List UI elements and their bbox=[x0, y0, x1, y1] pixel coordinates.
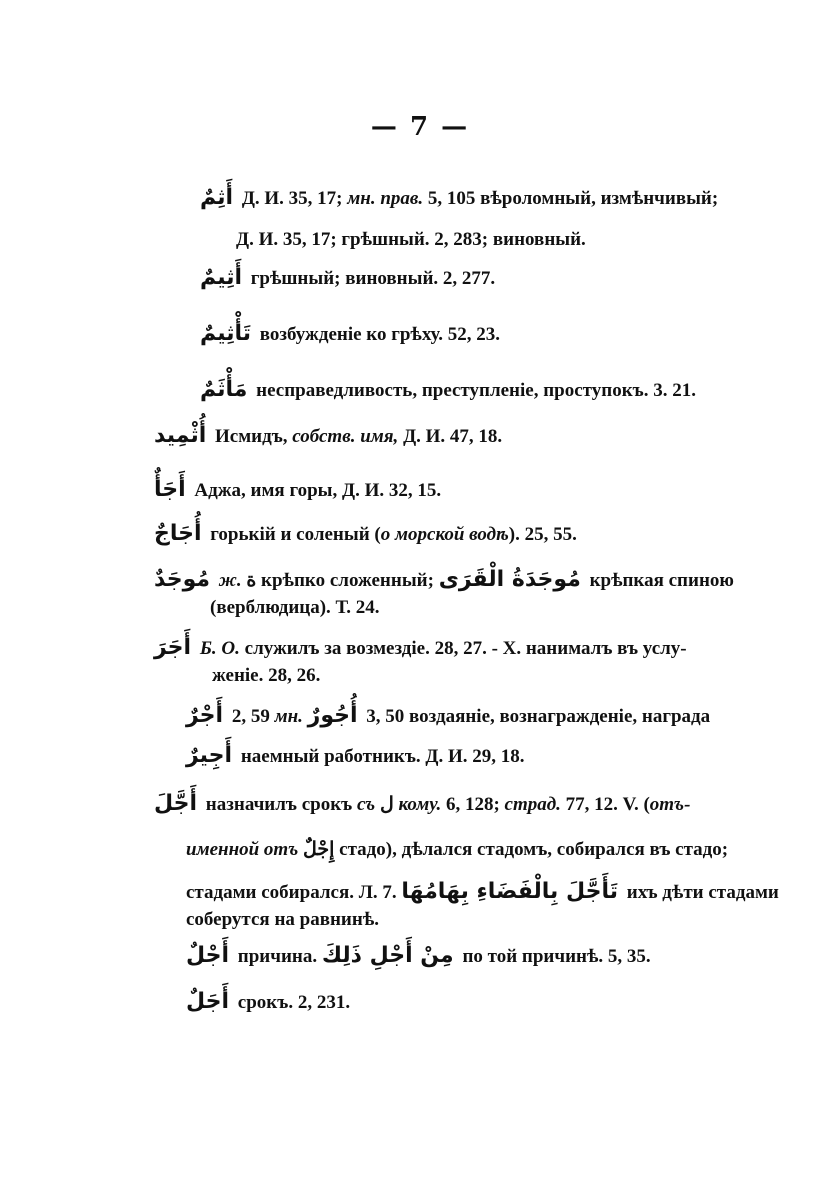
entry-line bbox=[186, 704, 710, 729]
entry-text-italic: мн. bbox=[274, 706, 303, 727]
entry-text: Д. И. 47, 18. bbox=[398, 426, 503, 447]
entry-line bbox=[186, 880, 779, 905]
arabic-phrase: مُوجَدَةُ الْقَرَى bbox=[438, 567, 581, 592]
entry-text-italic: Б. О. bbox=[199, 638, 240, 659]
entry-line bbox=[186, 990, 350, 1015]
entry-line bbox=[154, 522, 577, 547]
entry-text: женіе. 28, 26. bbox=[212, 665, 321, 686]
entry-text: ة крѣпко сложенный; bbox=[246, 570, 434, 591]
arabic-headword: أَجَأٌ bbox=[154, 477, 186, 502]
entry-text: ихъ дѣти стадами bbox=[626, 882, 779, 903]
entry-text: Д. И. 35, 17; bbox=[241, 188, 348, 209]
entry-text: إِجْلٌ bbox=[298, 839, 340, 860]
arabic-headword: أَثِيمٌ bbox=[200, 265, 243, 290]
arabic-headword: أَجْرٌ bbox=[186, 703, 224, 728]
arabic-headword: أَجَلٌ bbox=[186, 989, 230, 1014]
arabic-headword: أُجَاجٌ bbox=[154, 521, 202, 546]
entry-text: 5, 105 вѣроломный, измѣнчивый; bbox=[423, 188, 719, 209]
entry-line bbox=[200, 322, 500, 347]
arabic-headword: مَأْثَمٌ bbox=[200, 377, 248, 402]
entry-text: назначилъ срокъ bbox=[205, 794, 357, 815]
arabic-phrase: أُجُورٌ bbox=[307, 703, 358, 728]
entry-text: 3, 50 воздаяніе, вознагражденіе, награда bbox=[366, 706, 711, 727]
entry-line bbox=[200, 266, 495, 291]
entry-text: наемный работникъ. Д. И. 29, 18. bbox=[240, 746, 525, 767]
arabic-headword: أَثِمٌ bbox=[200, 185, 234, 210]
arabic-headword: مُوجَدٌ bbox=[154, 567, 210, 592]
entry-text: соберутся на равнинѣ. bbox=[186, 909, 379, 930]
entry-line bbox=[200, 186, 718, 211]
entry-line bbox=[154, 568, 734, 593]
entry-text: 77, 12. V. ( bbox=[560, 794, 650, 815]
entry-line bbox=[154, 636, 687, 661]
arabic-headword: أَجْلٌ bbox=[186, 943, 230, 968]
entry-text: причина. bbox=[237, 946, 318, 967]
arabic-headword: تَأْثِيمٌ bbox=[200, 321, 252, 346]
entry-line bbox=[154, 478, 441, 503]
page-number: — 7 — bbox=[370, 112, 470, 142]
arabic-headword: أَجَرَ bbox=[154, 635, 192, 660]
entry-line bbox=[154, 424, 502, 449]
entry-text-italic: отъ- bbox=[649, 794, 691, 815]
entry-text: крѣпкая спиною bbox=[589, 570, 734, 591]
entry-text: ل bbox=[375, 794, 399, 815]
entry-text: (верблюдица). Т. 24. bbox=[210, 597, 380, 618]
entry-text-italic: именной отъ bbox=[186, 839, 299, 860]
entry-line bbox=[236, 228, 586, 252]
entry-line bbox=[154, 792, 690, 817]
entry-text: служилъ за возмездіе. 28, 27. - X. нанималъ въ услу- bbox=[239, 638, 687, 659]
entry-text: по той причинѣ. 5, 35. bbox=[462, 946, 651, 967]
entry-text: грѣшный; виновный. 2, 277. bbox=[250, 268, 496, 289]
entry-line bbox=[186, 838, 728, 862]
arabic-headword: أَجِيرٌ bbox=[186, 743, 233, 768]
entry-line bbox=[186, 744, 525, 769]
entry-text-italic: ж. bbox=[218, 570, 247, 591]
entry-text: стадами собирался. Л. 7. bbox=[186, 882, 397, 903]
entry-text: горькій и соленый ( bbox=[210, 524, 381, 545]
entry-text-italic: съ bbox=[357, 794, 376, 815]
entry-text-italic: собств. имя, bbox=[292, 426, 399, 447]
entry-line bbox=[200, 378, 696, 403]
entry-text: 6, 128; bbox=[441, 794, 505, 815]
entry-line bbox=[186, 908, 379, 932]
entry-line bbox=[186, 944, 651, 969]
entry-text-italic: мн. прав. bbox=[347, 188, 424, 209]
entry-text: 2, 59 bbox=[231, 706, 275, 727]
entry-text-italic: страд. bbox=[504, 794, 561, 815]
entry-text-italic: о морской водѣ bbox=[380, 524, 509, 545]
entry-text: несправедливость, преступленіе, проступокъ. 3. 21. bbox=[256, 380, 696, 401]
arabic-headword: أُثْمِيد bbox=[154, 423, 207, 448]
entry-text: срокъ. 2, 231. bbox=[237, 992, 351, 1013]
entry-text: стадо), дѣлался стадомъ, собирался въ стадо; bbox=[339, 839, 729, 860]
arabic-headword: أَجَّلَ bbox=[154, 791, 198, 816]
entry-text: возбужденіе ко грѣху. 52, 23. bbox=[259, 324, 500, 345]
arabic-phrase: تَأَجَّلَ بِالْفَضَاءِ بِهَامُهَا bbox=[401, 879, 618, 904]
entry-text-italic: кому. bbox=[398, 794, 442, 815]
entry-line bbox=[212, 664, 320, 688]
entry-text: Аджа, имя горы, Д. И. 32, 15. bbox=[194, 480, 442, 501]
entry-text: Исмидъ, bbox=[215, 426, 293, 447]
entry-text: ). 25, 55. bbox=[508, 524, 577, 545]
entry-text: Д. И. 35, 17; грѣшный. 2, 283; виновный. bbox=[236, 229, 586, 250]
entry-line bbox=[210, 596, 380, 620]
arabic-phrase: مِنْ أَجْلِ ذَلِكَ bbox=[321, 943, 454, 968]
